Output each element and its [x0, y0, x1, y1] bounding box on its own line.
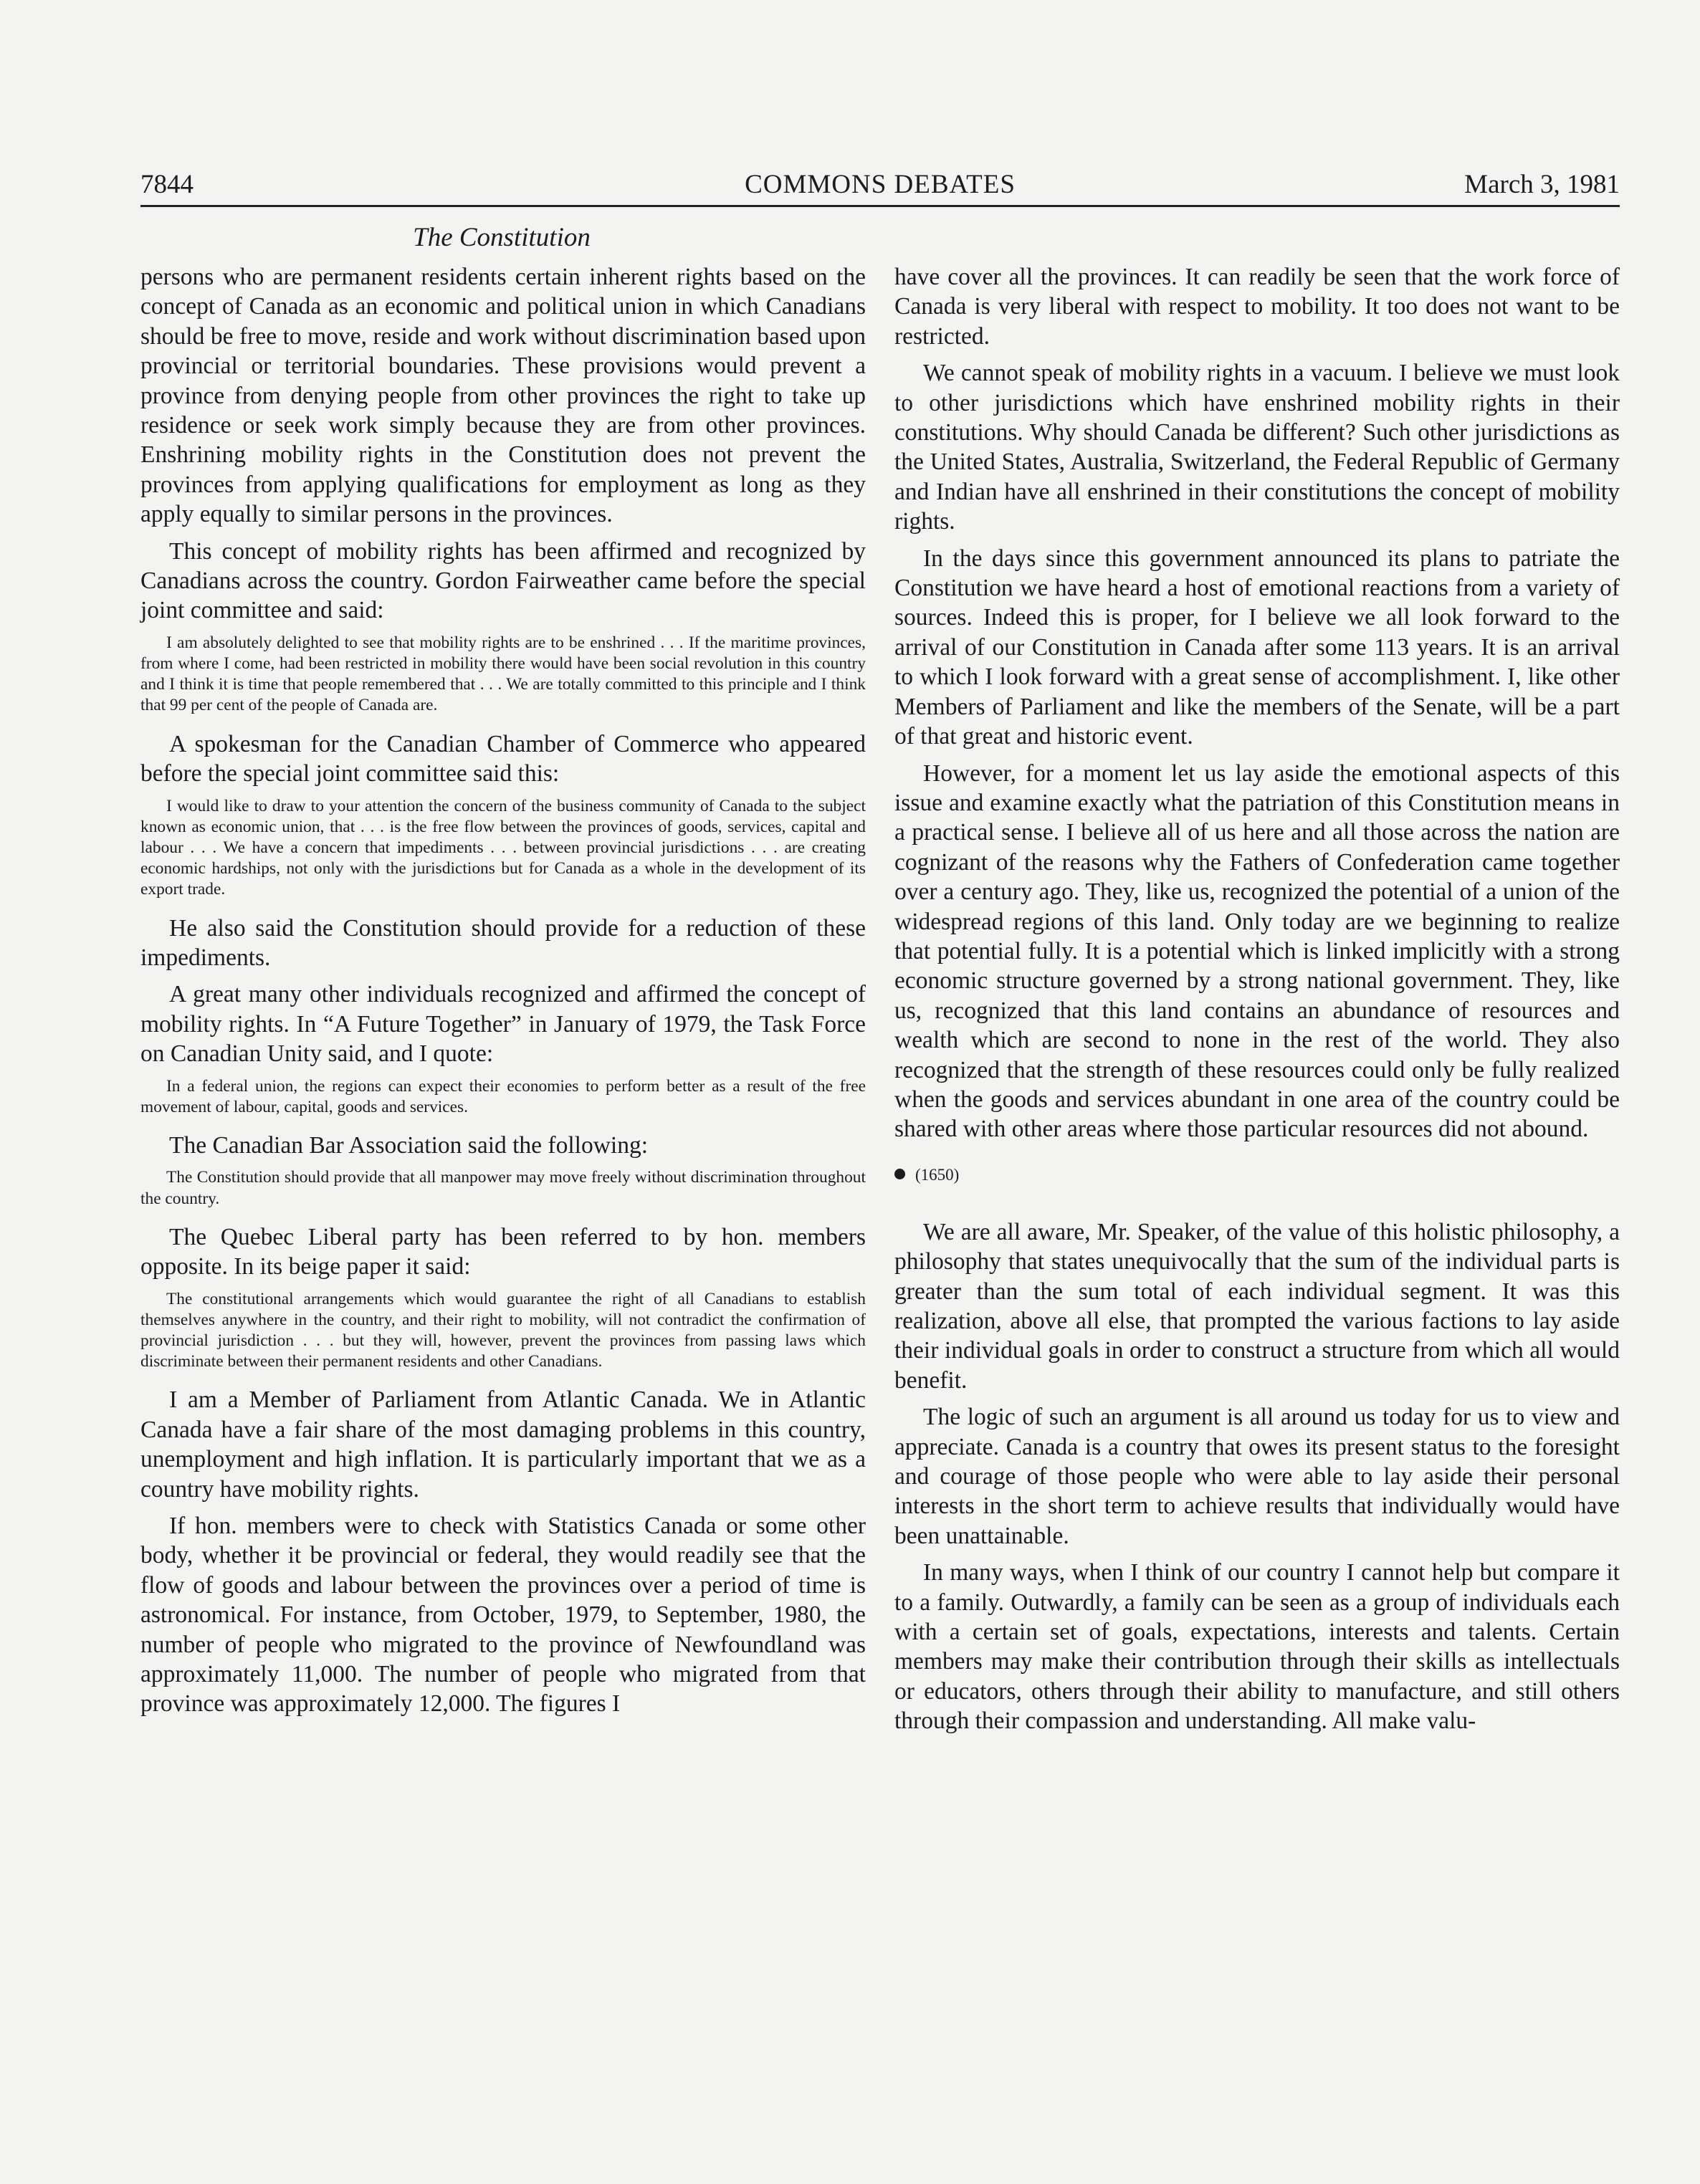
paragraph: The Quebec Liberal party has been referred to by hon. members opposite. In its beige paper it said: [140, 1223, 866, 1280]
page-header [140, 166, 1620, 207]
publication-date: March 3, 1981 [1464, 170, 1620, 199]
bullet-icon [894, 1169, 905, 1179]
paragraph: have cover all the provinces. It can readily be seen that the work force of Canada is very liberal with respect to mobility. It too does not want to be restricted. [894, 264, 1620, 350]
paragraph: The logic of such an argument is all around us today for us to view and appreciate. Canada is a country that owes its present status to the foresight and courage of those people who were able to lay aside their personal interests in the short term to achieve results that individually would have been unattainable. [894, 1404, 1620, 1549]
section-title: The Constitution [413, 223, 591, 252]
timestamp-text: (1650) [915, 1165, 960, 1184]
paragraph: In many ways, when I think of our country I cannot help but compare it to a family. Outwardly, a family can be seen as a group of individuals each with a certain set of goals, expectations, interests and talents. Certain members may make their contribution through their skills as intellectuals or educators, others through their ability to manufacture, and still others through their compassion and understanding. All make valu- [894, 1559, 1620, 1735]
paragraph: However, for a moment let us lay aside the emotional aspects of this issue and examine exactly what the patriation of this Constitution means in a practical sense. I believe all of us here and all those across the nation are cognizant of the reasons why the Fathers of Confederation came together over a century ago. They, like us, recognized the potential of a union of the widespread regions of this land. Only today are we beginning to realize that potential fully. It is a potential which is linked implicitly with a strong economic structure governed by a strong national government. They, like us, recognized that this land contains an abundance of resources and wealth which are second to none in the rest of the world. They also recognized that the strength of these resources could only be fully realized when the goods and services abundant in one area of the country could be shared with other areas where those particular resources did not abound. [894, 760, 1620, 1143]
block-quote: The constitutional arrangements which would guarantee the right of all Canadians to establish themselves anywhere in the country, and their right to mobility, will not contradict the confirmation of provincial jurisdiction . . . but they will, however, prevent the provinces from passing laws which discriminate between their permanent residents and other Canadians. [140, 1289, 866, 1371]
paragraph: We cannot speak of mobility rights in a vacuum. I believe we must look to other jurisdictions which have enshrined mobility rights in their constitutions. Why should Canada be different? Such other jurisdictions as the United States, Australia, Switzerland, the Federal Republic of Germany and Indian have all enshrined in their constitutions the concept of mobility rights. [894, 360, 1620, 535]
timestamp-marker [894, 1164, 1620, 1186]
paragraph: He also said the Constitution should provide for a reduction of these impediments. [140, 914, 866, 971]
paragraph: A great many other individuals recognized and affirmed the concept of mobility rights. In “A Future Together” in January of 1979, the Task Force on Canadian Unity said, and I quote: [140, 981, 866, 1068]
paragraph: If hon. members were to check with Statistics Canada or some other body, whether it be provincial or federal, they would readily see that the flow of goods and labour between the provinces over a period of time is astronomical. For instance, from October, 1979, to September, 1980, the number of people who migrated to the province of Newfoundland was approximately 11,000. The number of people who migrated from that province was approximately 12,000. The figures I [140, 1513, 866, 1718]
page-number: 7844 [140, 170, 194, 199]
publication-title: COMMONS DEBATES [745, 170, 1016, 199]
block-quote: I would like to draw to your attention the concern of the business community of Canada to the subject known as economic union, that . . . is the free flow between the provinces of goods, services, capital and labour . . . We have a concern that impediments . . . between provincial jurisdictions . . . are creating economic hardships, not only with the jurisdictions but for Canada as a whole in the development of its export trade. [140, 796, 866, 899]
block-quote: The Constitution should provide that all manpower may move freely without discrimination throughout the country. [140, 1168, 866, 1208]
right-column [894, 262, 1620, 1743]
paragraph: The Canadian Bar Association said the following: [169, 1131, 649, 1159]
paragraph: A spokesman for the Canadian Chamber of Commerce who appeared before the special joint committee said this: [140, 730, 866, 787]
paragraph: We are all aware, Mr. Speaker, of the value of this holistic philosophy, a philosophy that states unequivocally that the sum of the individual parts is greater than the sum total of each individual segment. It was this realization, above all else, that prompted the various factions to lay aside their individual goals in order to construct a structure from which all would benefit. [894, 1218, 1620, 1394]
block-quote: I am absolutely delighted to see that mobility rights are to be enshrined . . . If the maritime provinces, from where I come, had been restricted in mobility there would have been social revolution in this country and I think it is time that people remembered that . . . We are totally committed to this principle and I think that 99 per cent of the people of Canada are. [140, 633, 866, 715]
paragraph: In the days since this government announced its plans to patriate the Constitution we have heard a host of emotional reactions from a variety of sources. Indeed this is proper, for I believe we all look forward to the arrival of our Constitution in Canada after some 113 years. It is an arrival to which I look forward with a great sense of accomplishment. I, like other Members of Parliament and like the members of the Senate, will be a part of that great and historic event. [894, 545, 1620, 750]
paragraph: I am a Member of Parliament from Atlantic Canada. We in Atlantic Canada have a fair share of the most damaging problems in this country, unemployment and high inflation. It is particularly important that we as a country have mobility rights. [140, 1386, 866, 1503]
left-column [140, 262, 866, 1726]
paragraph: persons who are permanent residents certain inherent rights based on the concept of Canada as an economic and political union in which Canadians should be free to move, reside and work without discrimination based upon provincial or territorial boundaries. These provisions would prevent a province from denying people from other provinces the right to take up residence or seek work simply because they are from other provinces. Enshrining mobility rights in the Constitution does not prevent the provinces from applying qualifications for employment as long as they apply equally to similar persons in the provinces. [140, 264, 866, 528]
block-quote: In a federal union, the regions can expect their economies to perform better as a result of the free movement of labour, capital, goods and services. [140, 1076, 866, 1116]
paragraph: This concept of mobility rights has been affirmed and recognized by Canadians across the country. Gordon Fairweather came before the special joint committee and said: [140, 537, 866, 624]
